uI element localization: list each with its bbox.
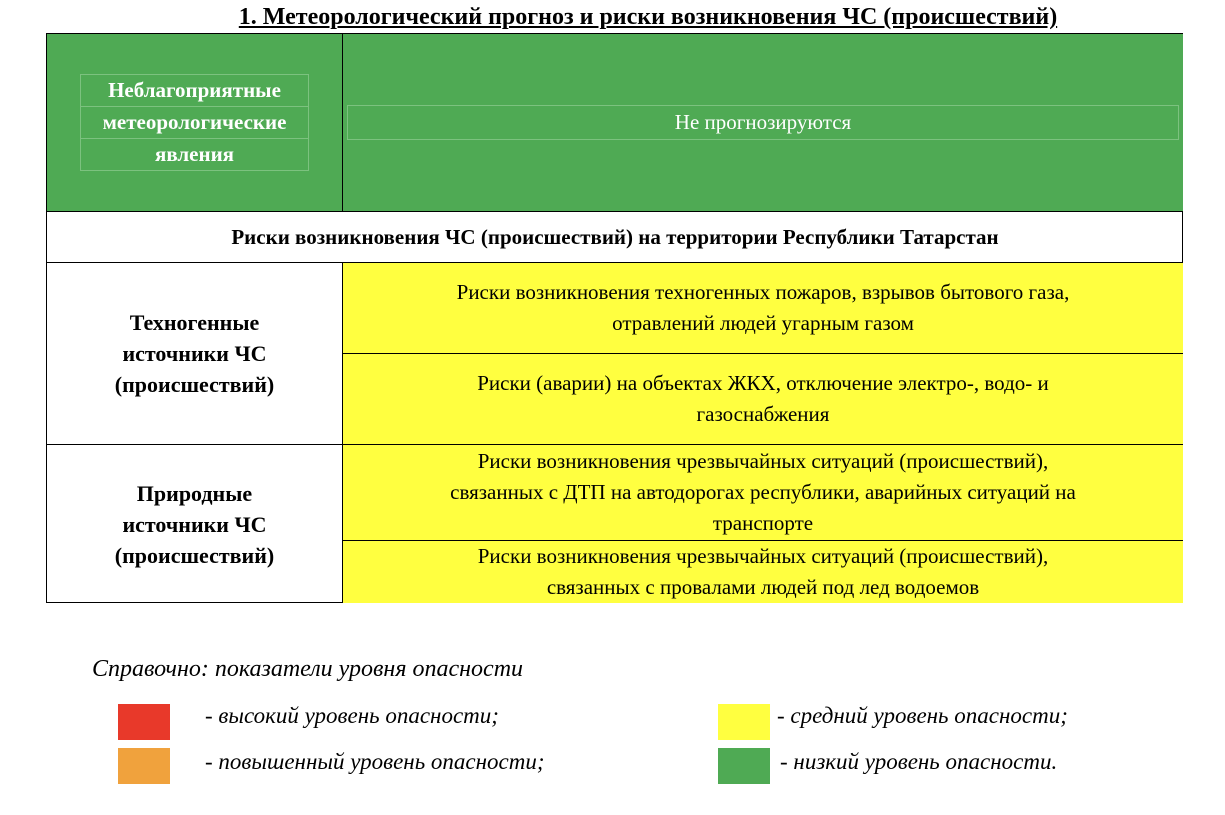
page-title: 1. Метеорологический прогноз и риски возникновения ЧС (происшествий): [238, 4, 1058, 30]
legend-heading: Справочно: показатели уровня опасности: [92, 656, 524, 682]
weather-label-line: Неблагоприятные: [80, 74, 310, 107]
risk-line: Риски (аварии) на объектах ЖКХ, отключение электро-, водо- и: [477, 371, 1049, 395]
risk-line: Риски возникновения техногенных пожаров, взрывов бытового газа,: [456, 280, 1070, 304]
risks-title: Риски возникновения ЧС (происшествий) на территории Республики Татарстан: [47, 211, 1183, 263]
risk-cell-utilities: [343, 354, 1183, 445]
weather-label-line: явления: [80, 138, 310, 171]
label-line: источники ЧС: [122, 341, 267, 366]
weather-label-line: метеорологические: [80, 106, 310, 139]
label-line: Техногенные: [129, 310, 260, 335]
risk-cell-traffic: [343, 445, 1183, 541]
natural-sources-label: [47, 445, 343, 603]
label-line: источники ЧС: [122, 511, 267, 537]
weather-value-cell: [343, 34, 1183, 211]
legend-swatch-high: [118, 704, 170, 740]
risk-line: Риски возникновения чрезвычайных ситуаций (происшествий),: [477, 449, 1049, 473]
risk-line: связанных с провалами людей под лед водоемов: [546, 575, 980, 599]
legend-swatch-low: [718, 748, 770, 784]
weather-label-cell: [47, 34, 343, 211]
risk-line: отравлений людей угарным газом: [612, 311, 914, 335]
label-line: Природные: [136, 480, 253, 506]
technogenic-sources-label: [47, 263, 343, 445]
legend-label-elevated: - повышенный уровень опасности;: [205, 749, 545, 774]
label-line: (происшествий): [114, 542, 275, 568]
legend-label-medium: - средний уровень опасности;: [777, 703, 1068, 728]
forecast-table: [46, 33, 1183, 603]
risk-line: Риски возникновения чрезвычайных ситуаций (происшествий),: [477, 544, 1049, 568]
weather-value: Не прогнозируются: [347, 105, 1179, 140]
legend-swatch-elevated: [118, 748, 170, 784]
risk-line: газоснабжения: [696, 402, 830, 426]
risk-line: связанных с ДТП на автодорогах республики, аварийных ситуаций на: [450, 480, 1076, 504]
risk-cell-technogenic-fires: [343, 263, 1183, 354]
legend-swatch-medium: [718, 704, 770, 740]
legend-label-high: - высокий уровень опасности;: [205, 703, 499, 728]
legend-label-low: - низкий уровень опасности.: [780, 749, 1058, 774]
risk-cell-ice: [343, 541, 1183, 603]
risk-line: транспорте: [712, 511, 814, 535]
label-line: (происшествий): [114, 372, 275, 397]
